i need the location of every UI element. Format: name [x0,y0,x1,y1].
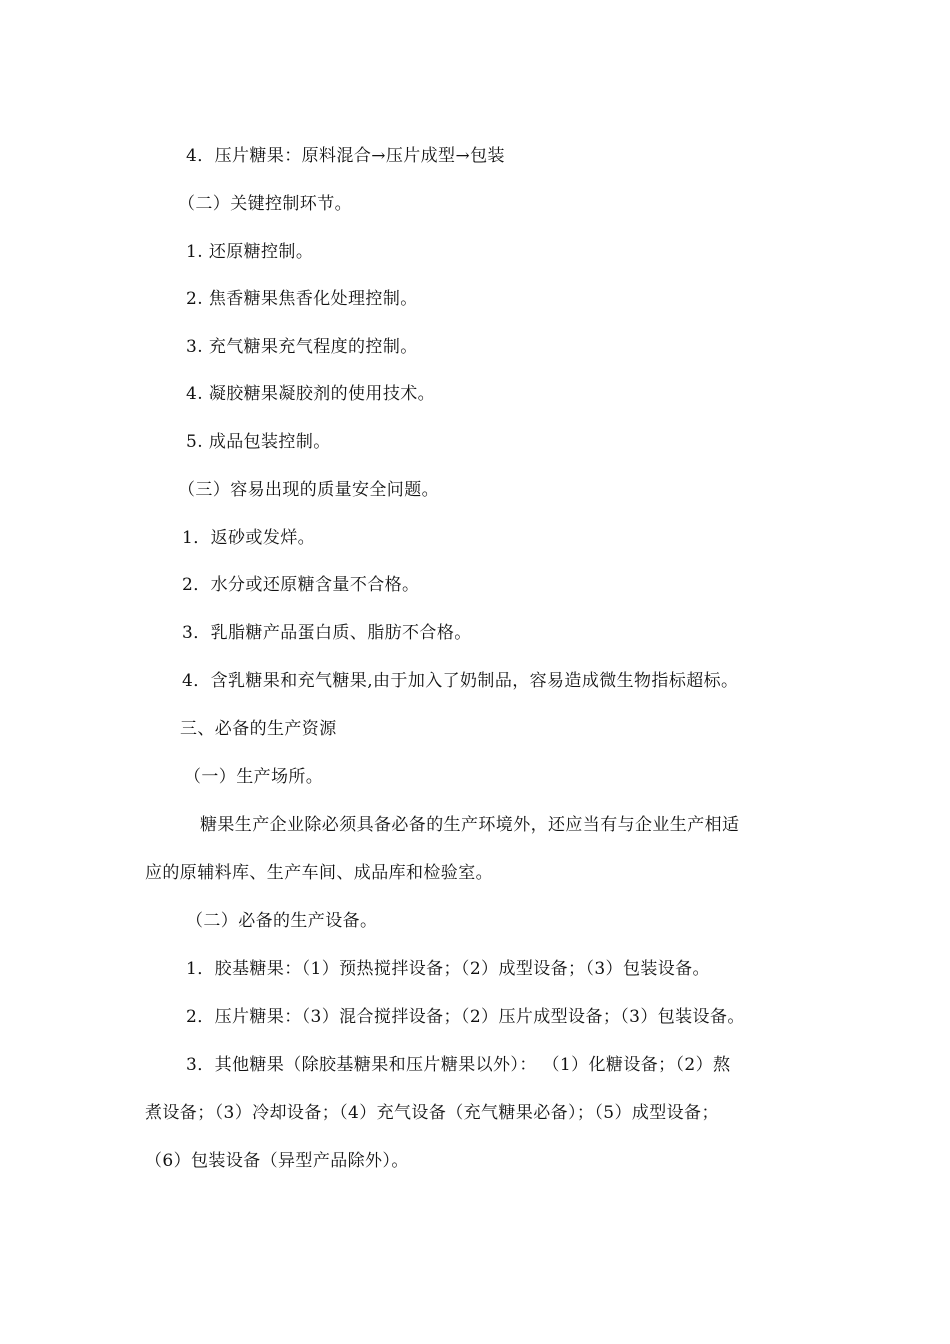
issue-item-3: 3．乳脂糖产品蛋白质、脂肪不合格。 [182,623,472,643]
issue-item-4: 4．含乳糖果和充气糖果,由于加入了奶制品，容易造成微生物指标超标。 [182,671,739,691]
issue-item-2: 2．水分或还原糖含量不合格。 [182,575,420,595]
issue-item-1: 1．返砂或发烊。 [182,528,316,548]
equipment-item-3-line-2: 煮设备；（3）冷却设备；（4）充气设备（充气糖果必备）；（5）成型设备； [145,1103,719,1123]
process-line-pressed-candy: 4．压片糖果：原料混合→压片成型→包装 [186,146,505,166]
equipment-item-1: 1．胶基糖果：（1）预热搅拌设备；（2）成型设备；（3）包装设备。 [186,959,710,979]
heading-key-control: （二）关键控制环节。 [178,194,352,214]
control-item-2: 2. 焦香糖果焦香化处理控制。 [186,289,418,309]
paragraph-site-line-1: 糖果生产企业除必须具备必备的生产环境外，还应当有与企业生产相适 [200,815,740,835]
equipment-item-3-line-3: （6）包装设备（异型产品除外）。 [145,1151,409,1171]
paragraph-site-line-2: 应的原辅料库、生产车间、成品库和检验室。 [145,863,493,883]
equipment-item-3-line-1: 3．其他糖果（除胶基糖果和压片糖果以外）： （1）化糖设备；（2）熬 [186,1055,731,1075]
heading-quality-issues: （三）容易出现的质量安全问题。 [178,480,439,500]
heading-production-site: （一）生产场所。 [184,767,324,787]
section-heading-resources: 三、必备的生产资源 [180,719,337,739]
control-item-4: 4. 凝胶糖果凝胶剂的使用技术。 [186,384,436,404]
control-item-5: 5. 成品包装控制。 [186,432,331,452]
heading-equipment: （二）必备的生产设备。 [186,911,378,931]
control-item-3: 3. 充气糖果充气程度的控制。 [186,337,418,357]
control-item-1: 1. 还原糖控制。 [186,242,314,262]
equipment-item-2: 2．压片糖果：（3）混合搅拌设备；（2）压片成型设备；（3）包装设备。 [186,1007,745,1027]
